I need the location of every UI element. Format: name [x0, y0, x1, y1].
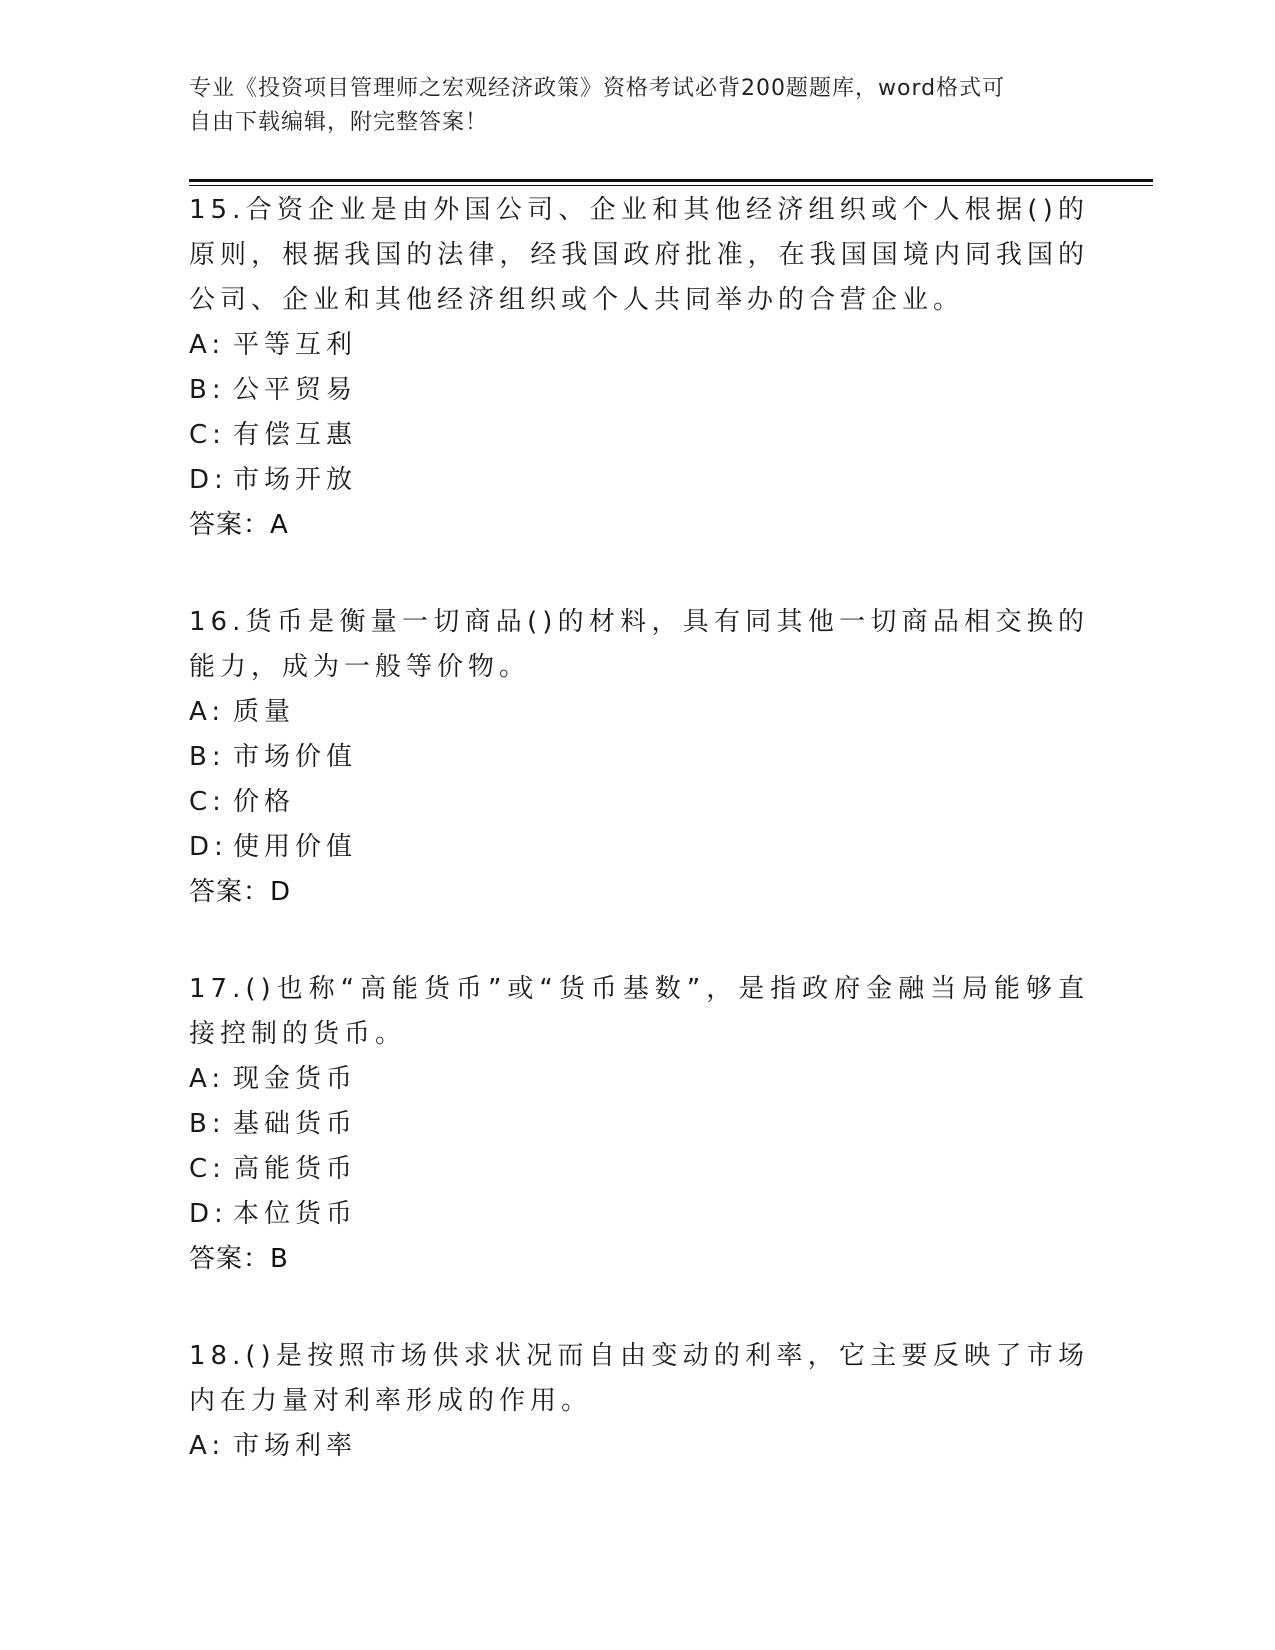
question-list: [189, 188, 1089, 1521]
answer-option: [189, 458, 1089, 503]
answer-option: [189, 1424, 1089, 1469]
question-block: [189, 600, 1089, 915]
question-block: [189, 188, 1089, 548]
option-key: B:: [189, 742, 226, 772]
option-text: 平等互利: [233, 330, 358, 360]
question-stem: 15.合资企业是由外国公司、企业和其他经济组织或个人根据()的原则，根据我国的法律，经我国政府批准，在我国国境内同我国的公司、企业和其他经济组织或个人共同举办的合营企业。: [189, 195, 1089, 315]
option-text: 市场开放: [233, 465, 358, 495]
option-key: C:: [189, 787, 226, 817]
option-text: 高能货币: [233, 1154, 358, 1184]
option-key: A:: [189, 1431, 226, 1461]
option-key: D:: [189, 465, 228, 495]
option-key: D:: [189, 832, 228, 862]
option-key: C:: [189, 420, 226, 450]
option-text: 市场价值: [233, 742, 358, 772]
answer-option: [189, 1102, 1089, 1147]
answer-option: [189, 735, 1089, 780]
answer-option: [189, 368, 1089, 413]
header-rule-thin: [189, 185, 1153, 186]
question-stem: 17.()也称“高能货币”或“货币基数”，是指政府金融当局能够直接控制的货币。: [189, 974, 1089, 1049]
header-rule-thick: [189, 179, 1153, 182]
answer-option: [189, 690, 1089, 735]
option-text: 使用价值: [233, 832, 358, 862]
option-text: 价格: [233, 787, 296, 817]
answer-line: 答案：A: [189, 510, 289, 540]
option-key: A:: [189, 697, 226, 727]
option-text: 现金货币: [233, 1064, 358, 1094]
answer-option: [189, 323, 1089, 368]
document-header: [189, 72, 1089, 140]
answer-option: [189, 413, 1089, 458]
option-key: A:: [189, 330, 226, 360]
option-key: B:: [189, 375, 226, 405]
option-key: A:: [189, 1064, 226, 1094]
question-stem: 18.()是按照市场供求状况而自由变动的利率，它主要反映了市场内在力量对利率形成的作用。: [189, 1341, 1089, 1416]
question-block: [189, 967, 1089, 1282]
option-text: 本位货币: [233, 1199, 358, 1229]
question-block: [189, 1334, 1089, 1469]
question-stem: 16.货币是衡量一切商品()的材料，具有同其他一切商品相交换的能力，成为一般等价物。: [189, 607, 1089, 682]
answer-option: [189, 1192, 1089, 1237]
header-line-1: 专业《投资项目管理师之宏观经济政策》资格考试必背200题题库，word格式可: [189, 76, 1006, 101]
answer-option: [189, 1147, 1089, 1192]
option-text: 公平贸易: [233, 375, 358, 405]
answer-option: [189, 825, 1089, 870]
answer-line: 答案：B: [189, 1244, 289, 1274]
option-text: 质量: [233, 697, 296, 727]
option-key: D:: [189, 1199, 228, 1229]
option-text: 市场利率: [233, 1431, 358, 1461]
header-line-2: 自由下载编辑，附完整答案！: [189, 110, 489, 135]
answer-option: [189, 780, 1089, 825]
answer-line: 答案：D: [189, 877, 292, 907]
option-key: B:: [189, 1109, 226, 1139]
option-text: 基础货币: [233, 1109, 358, 1139]
answer-option: [189, 1057, 1089, 1102]
option-key: C:: [189, 1154, 226, 1184]
option-text: 有偿互惠: [233, 420, 358, 450]
